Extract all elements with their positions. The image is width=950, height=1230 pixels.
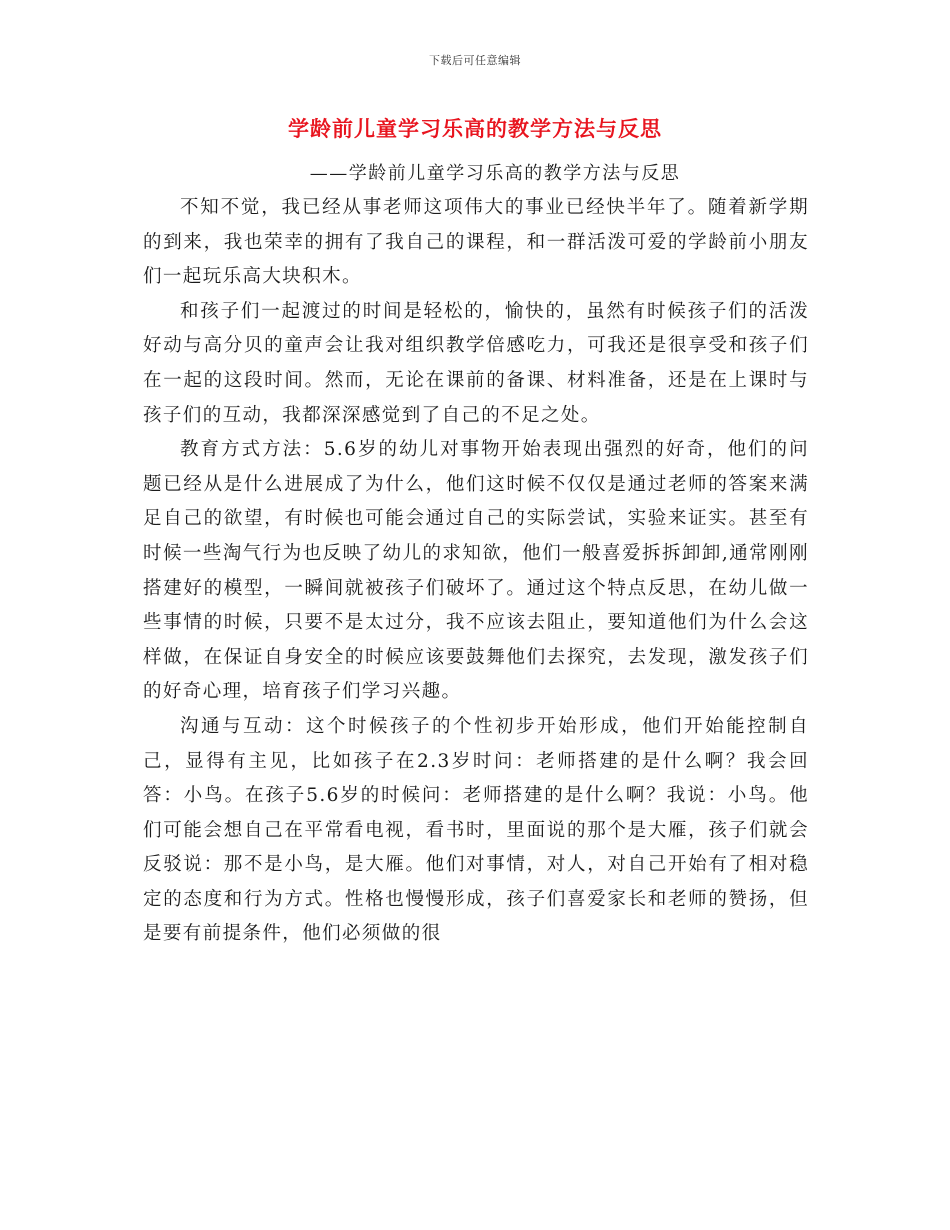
header-note: 下载后可任意编辑 — [429, 54, 521, 67]
paragraph-4: 沟通与互动：这个时候孩子的个性初步开始形成，他们开始能控制自己，显得有主见，比如孩子在2.3岁时问：老师搭建的是什么啊？我会回答：小鸟。在孩子5.6岁的时候问：老师搭建的是什么啊？我说：小鸟。他们可能会想自己在平常看电视，看书时，里面说的那个是大雁，孩子们就会反驳说：那不是小鸟，是大雁。他们对事情，对人，对自己开始有了相对稳定的态度和行为方式。性格也慢慢形成，孩子们喜爱家长和老师的赞扬，但是要有前提条件，他们必须做的很 — [143, 715, 809, 945]
document-subtitle: ——学龄前儿童学习乐高的教学方法与反思 — [309, 163, 681, 184]
document-title: 学龄前儿童学习乐高的教学方法与反思 — [288, 116, 662, 141]
paragraph-3: 教育方式方法：5.6岁的幼儿对事物开始表现出强烈的好奇，他们的问题已经从是什么进展成了为什么，他们这时候不仅仅是通过老师的答案来满足自己的欲望，有时候也可能会通过自己的实际尝试，实验来证实。甚至有时候一些淘气行为也反映了幼儿的求知欲，他们一般喜爱拆拆卸卸,通常刚刚搭建好的模型，一瞬间就被孩子们破坏了。通过这个特点反思，在幼儿做一些事情的时候，只要不是太过分，我不应该去阻止，要知道他们为什么会这样做，在保证自身安全的时候应该要鼓舞他们去探究，去发现，激发孩子们的好奇心理，培育孩子们学习兴趣。 — [143, 439, 809, 703]
paragraph-2: 和孩子们一起渡过的时间是轻松的，愉快的，虽然有时候孩子们的活泼好动与高分贝的童声会让我对组织教学倍感吃力，可我还是很享受和孩子们在一起的这段时间。然而，无论在课前的备课、材料准备，还是在上课时与孩子们的互动，我都深深感觉到了自己的不足之处。 — [143, 300, 809, 426]
document-body — [143, 191, 809, 952]
paragraph-1: 不知不觉，我已经从事老师这项伟大的事业已经快半年了。随着新学期的到来，我也荣幸的拥有了我自己的课程，和一群活泼可爱的学龄前小朋友们一起玩乐高大块积木。 — [143, 197, 809, 288]
